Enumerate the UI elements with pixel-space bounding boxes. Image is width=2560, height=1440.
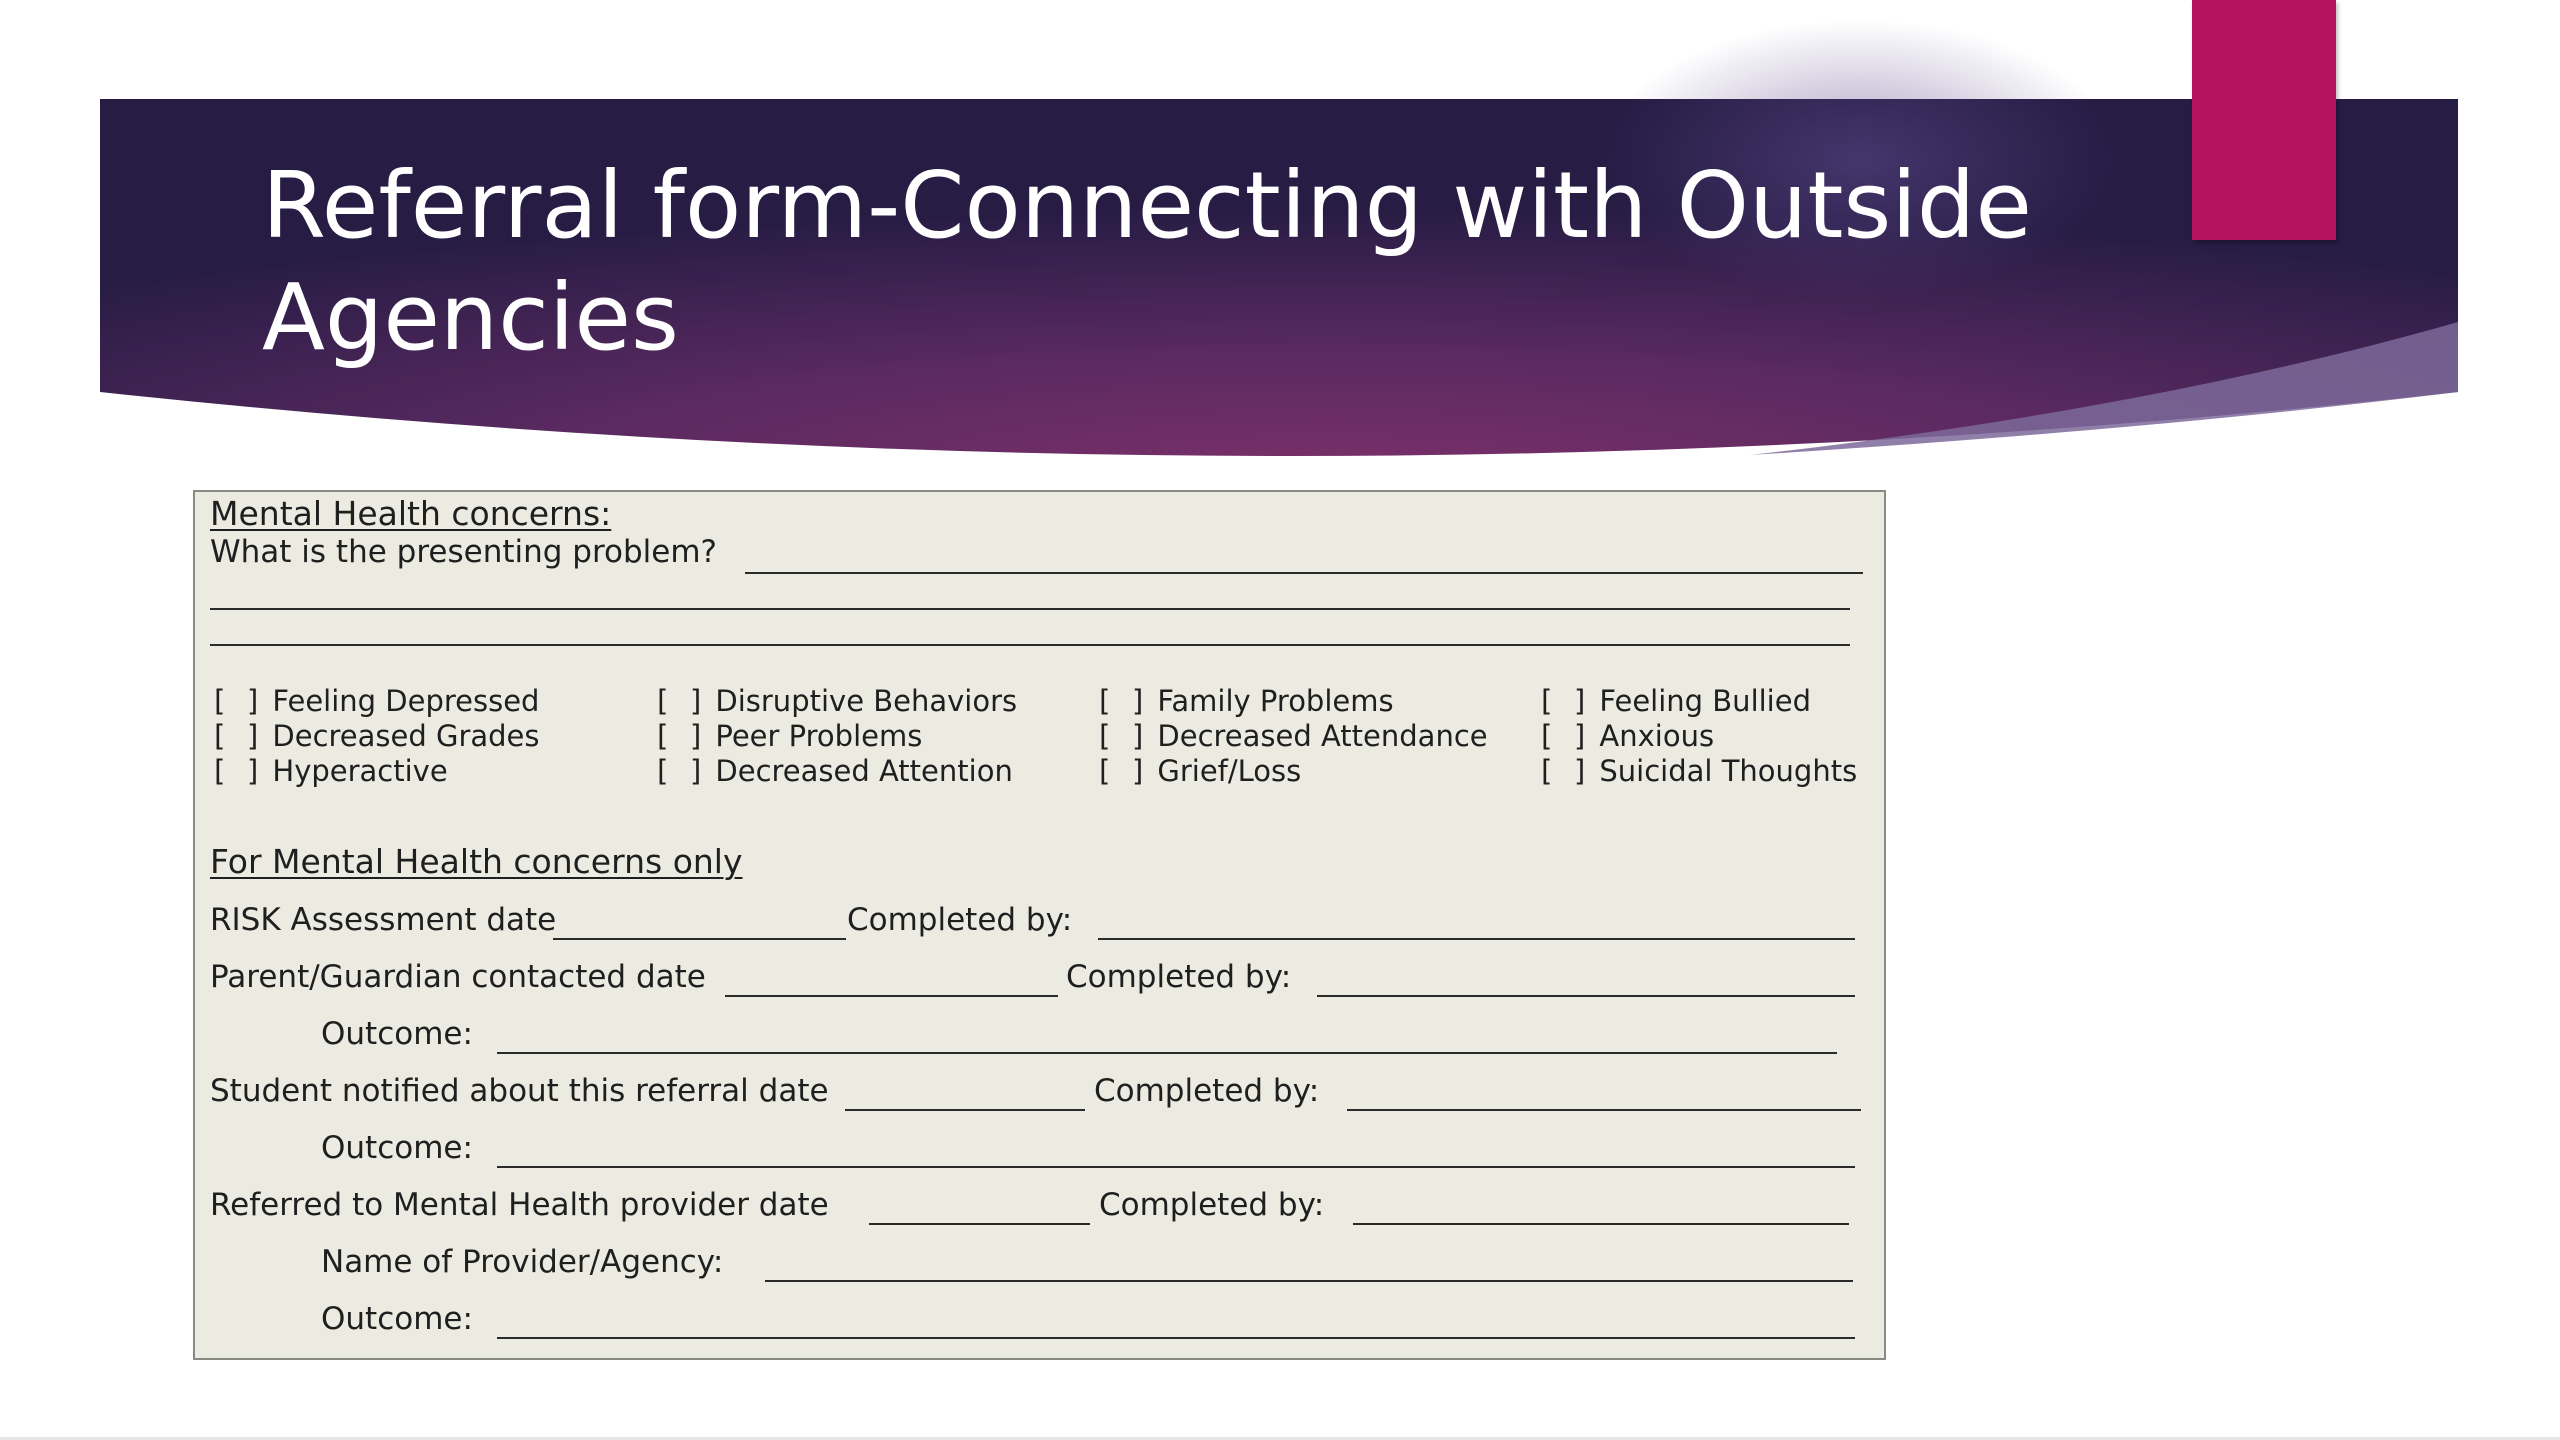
concern-option[interactable]	[210, 684, 539, 718]
checkbox-marker[interactable]: [ ]	[653, 754, 706, 788]
student-completed-by-line	[1347, 1109, 1861, 1111]
concern-option[interactable]	[1095, 684, 1394, 718]
checkbox-marker[interactable]: [ ]	[653, 719, 706, 753]
provider-outcome-line	[497, 1337, 1855, 1339]
concern-option-label: Feeling Depressed	[272, 684, 540, 718]
concern-option-label: Grief/Loss	[1157, 754, 1302, 788]
concern-option[interactable]	[210, 754, 448, 788]
checkbox-marker[interactable]: [ ]	[1095, 754, 1148, 788]
concern-option[interactable]	[1537, 719, 1714, 753]
checkbox-marker[interactable]: [ ]	[1095, 684, 1148, 718]
checkbox-marker[interactable]: [ ]	[1537, 719, 1590, 753]
parent-completed-by-label: Completed by:	[1066, 959, 1292, 995]
concern-option[interactable]	[1537, 754, 1857, 788]
accent-tab	[2192, 0, 2336, 240]
provider-outcome-label: Outcome:	[321, 1301, 473, 1337]
concern-option-label: Decreased Attention	[715, 754, 1013, 788]
checkbox-marker[interactable]: [ ]	[653, 684, 706, 718]
mental-health-heading: Mental Health concerns:	[210, 494, 612, 533]
parent-outcome-label: Outcome:	[321, 1016, 473, 1052]
concern-option-label: Decreased Attendance	[1157, 719, 1488, 753]
concern-option[interactable]	[1537, 684, 1811, 718]
slide-title: Referral form-Connecting with Outside Agencies	[262, 152, 2032, 371]
student-completed-by-label: Completed by:	[1094, 1073, 1320, 1109]
provider-referred-date-line	[869, 1223, 1090, 1225]
provider-completed-by-label: Completed by:	[1099, 1187, 1325, 1223]
risk-assessment-label: RISK Assessment date	[210, 902, 557, 938]
risk-assessment-date-line	[553, 938, 846, 940]
checkbox-marker[interactable]: [ ]	[210, 719, 263, 753]
parent-contacted-date-line	[725, 995, 1058, 997]
provider-name-label: Name of Provider/Agency:	[321, 1244, 724, 1280]
student-outcome-line	[497, 1166, 1855, 1168]
concern-option[interactable]	[653, 754, 1013, 788]
concern-option-label: Disruptive Behaviors	[715, 684, 1018, 718]
concern-option-label: Feeling Bullied	[1599, 684, 1811, 718]
checkbox-marker[interactable]: [ ]	[210, 684, 263, 718]
concern-option-label: Anxious	[1599, 719, 1715, 753]
concern-option[interactable]	[210, 719, 540, 753]
concern-option-label: Suicidal Thoughts	[1599, 754, 1858, 788]
concern-option-label: Family Problems	[1157, 684, 1394, 718]
presenting-problem-label: What is the presenting problem?	[210, 534, 718, 570]
concern-option-label: Peer Problems	[715, 719, 923, 753]
checkbox-marker[interactable]: [ ]	[210, 754, 263, 788]
parent-outcome-line	[497, 1052, 1837, 1054]
referral-form	[193, 490, 1886, 1360]
student-notified-date-line	[845, 1109, 1085, 1111]
presenting-problem-line-2	[210, 608, 1850, 610]
parent-completed-by-line	[1317, 995, 1855, 997]
provider-referred-label: Referred to Mental Health provider date	[210, 1187, 829, 1223]
checkbox-marker[interactable]: [ ]	[1537, 754, 1590, 788]
presenting-problem-line-1	[745, 572, 1863, 574]
risk-completed-by-label: Completed by:	[847, 902, 1073, 938]
presenting-problem-line-3	[210, 644, 1850, 646]
concern-option[interactable]	[1095, 754, 1301, 788]
student-notified-label: Student notified about this referral date	[210, 1073, 829, 1109]
provider-completed-by-line	[1353, 1223, 1849, 1225]
parent-contacted-label: Parent/Guardian contacted date	[210, 959, 706, 995]
provider-name-line	[765, 1280, 1853, 1282]
concern-option-label: Hyperactive	[272, 754, 448, 788]
checkbox-marker[interactable]: [ ]	[1537, 684, 1590, 718]
concern-option[interactable]	[653, 719, 922, 753]
risk-completed-by-line	[1098, 938, 1855, 940]
student-outcome-label: Outcome:	[321, 1130, 473, 1166]
mh-only-heading: For Mental Health concerns only	[210, 842, 743, 881]
concern-option[interactable]	[653, 684, 1017, 718]
checkbox-marker[interactable]: [ ]	[1095, 719, 1148, 753]
concern-option-label: Decreased Grades	[272, 719, 540, 753]
concern-option[interactable]	[1095, 719, 1488, 753]
